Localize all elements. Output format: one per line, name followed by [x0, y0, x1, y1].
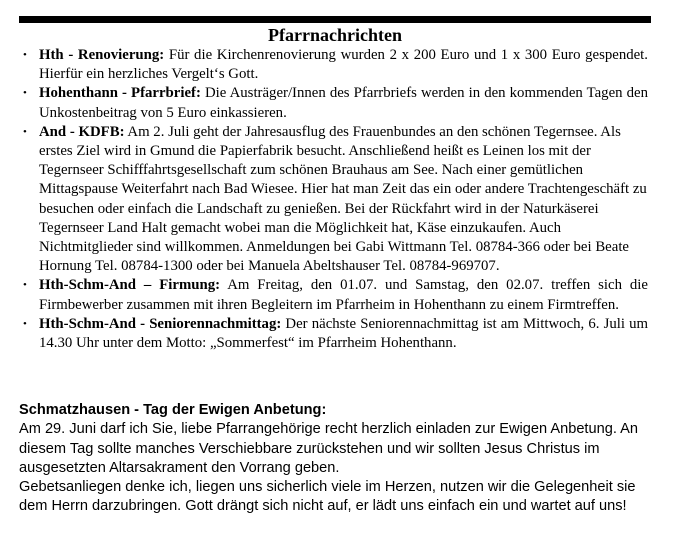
bullet-icon: • — [23, 49, 27, 61]
item-text: Die Austräger/Innen des Pfarrbriefs werden in den kommenden Tagen den Unkostenbeitrag von 5 Euro einkassieren. — [39, 85, 648, 121]
bullet-icon: • — [23, 279, 27, 292]
item-heading: Hohenthann - Pfarrbrief: — [39, 85, 201, 102]
item-heading: Hth - Renovierung: — [39, 47, 165, 63]
bullet-icon: • — [23, 125, 27, 138]
item-heading: And - KDFB: — [39, 123, 125, 140]
page-title: Pfarrnachrichten — [268, 25, 402, 45]
news-item-renovierung — [23, 46, 648, 84]
bullet-icon: • — [23, 317, 27, 330]
bullet-icon: • — [23, 87, 27, 100]
item-text: Der nächste Seniorennachmittag ist am Mittwoch, 6. Juli um 14.30 Uhr unter dem Motto: „Sommerfest“ im Pfarrheim Hohenthann. — [39, 315, 649, 352]
item-heading: Hth-Schm-And - Seniorennachmittag: — [39, 315, 282, 332]
item-text: Für die Kirchenrenovierung wurden 2 x 200 Euro und 1 x 300 Euro gespendet. Hierfür ein herzliches Vergelt‘s Gott. — [39, 47, 648, 83]
item-text: Am 2. Juli geht der Jahresausflug des Frauenbundes an den schönen Tegernsee. Als erstes Ziel wird in Gmund die Papierfabrik besucht. Anschließend heißt es Leinen los mit der Tegernseer Schifffahrtsgesellschaft zum schönen Brauhaus am See. Nach einer gemütlichen Mittagspause Weiterfahrt nach Bad Wiesee. Hier hat man Zeit das ein oder andere Trachtengeschäft zu besuchen oder einfach die Landschaft zu genießen. Bei der Rückfahrt wird in der Naturkäserei Tegernseer Land Halt gemacht wobei man die Möglichkeit hat, Käse einzukaufen. Auch Nichtmitglieder sind willkommen. Anmeldungen bei Gabi Wittmann Tel. 08784-366 oder bei Beate Hornung Tel. 08784-1300 oder bei Manuela Abeltshauser Tel. 08784-969707. — [39, 123, 647, 275]
section-heading: Schmatzhausen - Tag der Ewigen Anbetung: — [19, 402, 327, 418]
top-rule — [19, 16, 651, 23]
news-item-kdfb — [23, 123, 648, 277]
anbetung-section — [19, 401, 639, 517]
item-text: Am Freitag, den 01.07. und Samstag, den 02.07. treffen sich die Firmbewerber zusammen mit ihren Begleitern im Pfarrheim in Hohenthann zu einem Firmtreffen. — [39, 277, 648, 313]
news-item-pfarrbrief — [23, 84, 648, 122]
news-list — [0, 46, 674, 353]
news-item-firmung — [23, 276, 648, 314]
item-heading: Hth-Schm-And – Firmung: — [39, 277, 221, 294]
news-item-seniorennachmittag — [23, 315, 649, 353]
section-paragraph-1: Am 29. Juni darf ich Sie, liebe Pfarrangehörige recht herzlich einladen zur Ewigen Anbetung. An diesem Tag sollte manches Verschiebbare zurückstehen und wir sollten Jesus Christus im ausgesetzten Altarsakrament den Vorrang geben. — [19, 421, 638, 476]
section-paragraph-2: Gebetsanliegen denke ich, liegen uns sicherlich viele im Herzen, nutzen wir die Gelegenheit sie dem Herrn darzubringen. Gott drängt sich nicht auf, er lädt uns einfach ein und wartet auf uns! — [19, 479, 636, 515]
